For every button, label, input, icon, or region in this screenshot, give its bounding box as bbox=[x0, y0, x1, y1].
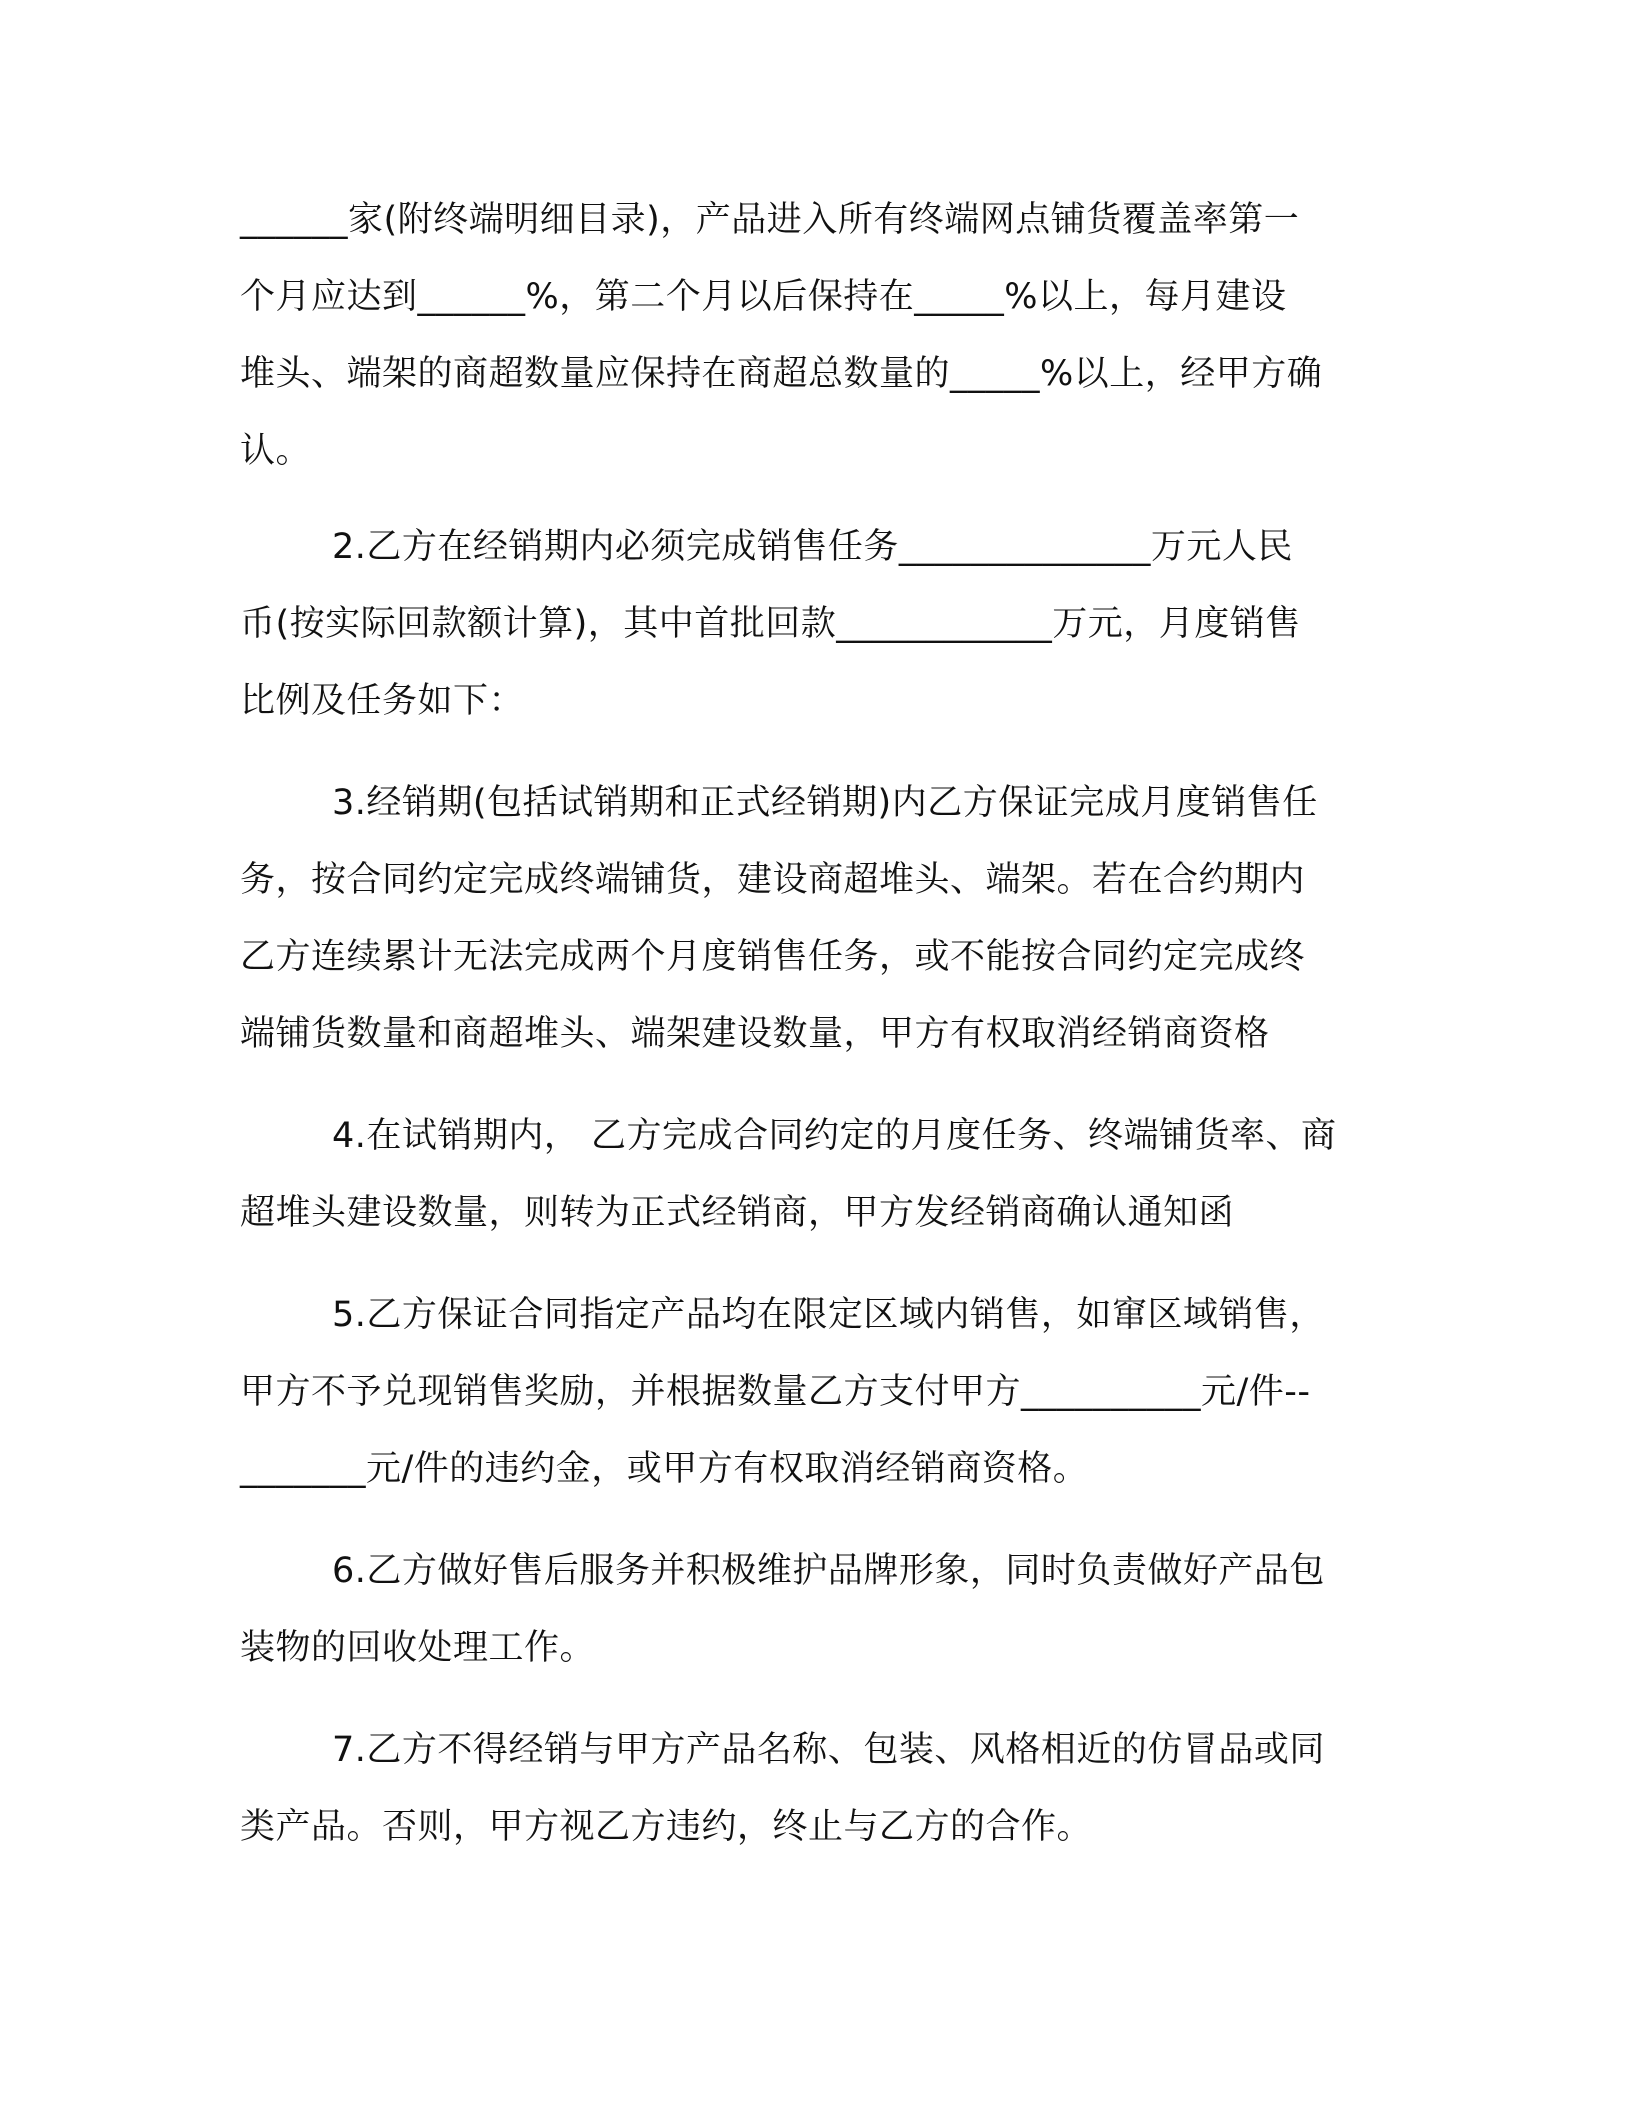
paragraph-7-line-2: 类产品。否则，甲方视乙方违约，终止与乙方的合作。 bbox=[240, 1807, 1093, 1847]
paragraph-5-line-3: _______元/件的违约金，或甲方有权取消经销商资格。 bbox=[240, 1449, 1089, 1489]
paragraph-2-line-2: 币(按实际回款额计算)，其中首批回款____________万元，月度销售 bbox=[240, 604, 1301, 644]
paragraph-continued-line-3: 堆头、端架的商超数量应保持在商超总数量的_____%以上，经甲方确 bbox=[240, 354, 1323, 394]
paragraph-5-line-2: 甲方不予兑现销售奖励，并根据数量乙方支付甲方__________元/件-- bbox=[240, 1372, 1311, 1412]
paragraph-3-line-3: 乙方连续累计无法完成两个月度销售任务，或不能按合同约定完成终 bbox=[240, 937, 1306, 977]
paragraph-continued-line-2: 个月应达到______%，第二个月以后保持在_____%以上，每月建设 bbox=[240, 277, 1287, 317]
paragraph-6-line-2: 装物的回收处理工作。 bbox=[240, 1628, 596, 1668]
paragraph-continued-line-1: ______家(附终端明细目录)，产品进入所有终端网点铺货覆盖率第一 bbox=[240, 200, 1300, 240]
paragraph-3-line-2: 务，按合同约定完成终端铺货，建设商超堆头、端架。若在合约期内 bbox=[240, 860, 1306, 900]
paragraph-3-line-4: 端铺货数量和商超堆头、端架建设数量，甲方有权取消经销商资格 bbox=[240, 1014, 1270, 1054]
paragraph-6-line-1: 6.乙方做好售后服务并积极维护品牌形象，同时负责做好产品包 bbox=[332, 1551, 1325, 1591]
paragraph-3-line-1: 3.经销期(包括试销期和正式经销期)内乙方保证完成月度销售任 bbox=[332, 783, 1318, 823]
paragraph-2-line-3: 比例及任务如下： bbox=[240, 681, 525, 721]
paragraph-4-line-2: 超堆头建设数量，则转为正式经销商，甲方发经销商确认通知函 bbox=[240, 1193, 1235, 1233]
paragraph-7-line-1: 7.乙方不得经销与甲方产品名称、包装、风格相近的仿冒品或同 bbox=[332, 1730, 1325, 1770]
paragraph-continued-line-4: 认。 bbox=[240, 431, 312, 471]
paragraph-2-line-1: 2.乙方在经销期内必须完成销售任务______________万元人民 bbox=[332, 527, 1293, 567]
paragraph-5-line-1: 5.乙方保证合同指定产品均在限定区域内销售，如窜区域销售， bbox=[332, 1295, 1325, 1335]
paragraph-4-line-1: 4.在试销期内， 乙方完成合同约定的月度任务、终端铺货率、商 bbox=[332, 1116, 1337, 1156]
